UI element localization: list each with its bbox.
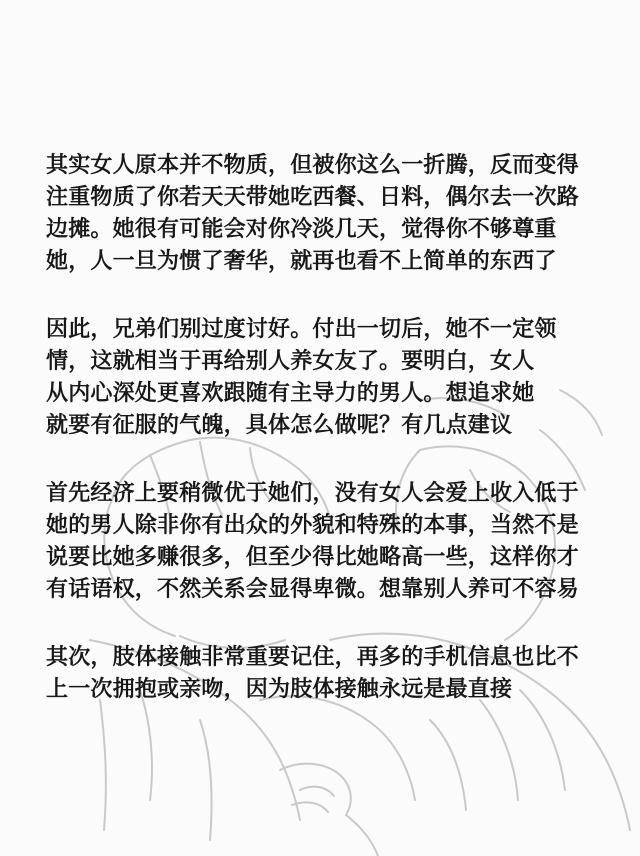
paragraph-2 [46, 314, 640, 442]
text-line: 有话语权，不然关系会显得卑微。想靠别人养可不容易 [46, 577, 579, 602]
text-line: 边摊。她很有可能会对你冷淡几天，觉得你不够尊重 [46, 217, 557, 242]
text-line: 情，这就相当于再给别人养女友了。要明白，女人 [46, 349, 535, 374]
text-line: 她，人一旦为惯了奢华，就再也看不上简单的东西了 [46, 249, 557, 274]
text-line: 从内心深处更喜欢跟随有主导力的男人。想追求她 [46, 381, 535, 406]
text-line: 首先经济上要稍微优于她们，没有女人会爱上收入低于 [46, 481, 579, 506]
text-line: 说要比她多赚很多，但至少得比她略高一些，这样你才 [46, 545, 579, 570]
paragraph-3 [46, 478, 640, 606]
text-line: 因此，兄弟们别过度讨好。付出一切后，她不一定领 [46, 317, 557, 342]
text-line: 注重物质了你若天天带她吃西餐、日料，偶尔去一次路 [46, 185, 579, 210]
paragraph-1 [46, 150, 640, 278]
text-line: 其实女人原本并不物质，但被你这么一折腾，反而变得 [46, 153, 579, 178]
text-line: 其次，肢体接触非常重要记住，再多的手机信息也比不 [46, 645, 579, 670]
paragraph-4 [46, 642, 640, 706]
text-line: 她的男人除非你有出众的外貌和特殊的本事，当然不是 [46, 513, 579, 538]
text-line: 就要有征服的气魄，具体怎么做呢？有几点建议 [46, 413, 513, 438]
text-line: 上一次拥抱或亲吻，因为肢体接触永远是最直接 [46, 677, 513, 702]
